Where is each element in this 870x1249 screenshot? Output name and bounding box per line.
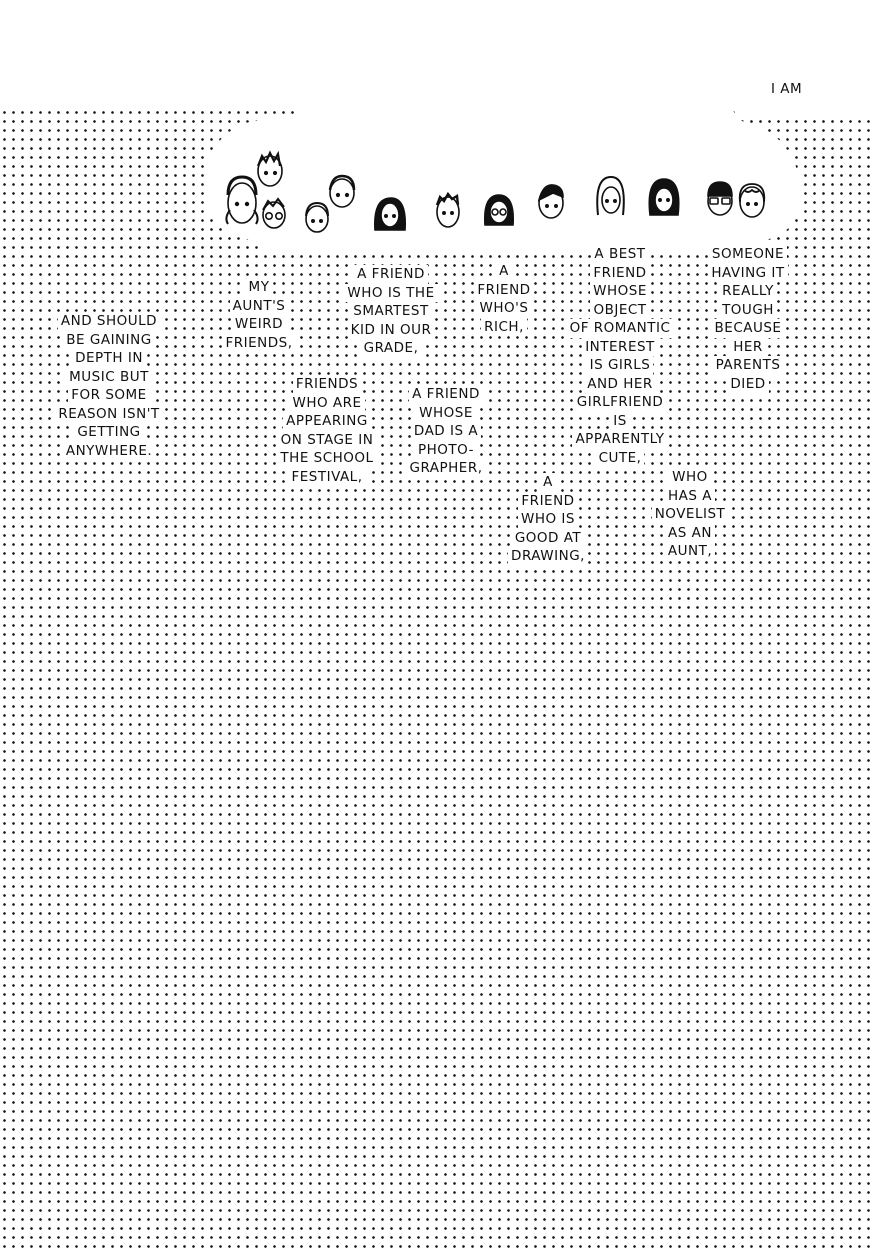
caption-smartest [335, 265, 447, 358]
caption-festival [268, 375, 386, 486]
caption-line: APPARENTLY [572, 430, 667, 449]
caption-line: WHO'S [477, 299, 532, 318]
face-curly-hair [226, 177, 257, 224]
caption-aunts-friends [214, 278, 304, 352]
caption-line: GOOD AT [512, 529, 584, 548]
caption-line: DAD IS A [411, 422, 481, 441]
caption-novelist [642, 468, 738, 561]
caption-line: WHO ARE [289, 394, 364, 413]
caption-line: GIRLFRIEND [574, 393, 667, 412]
caption-line: AND SHOULD [58, 312, 160, 331]
caption-line: REASON ISN'T [55, 405, 162, 424]
face-light-wavy [740, 184, 765, 217]
caption-line: FRIENDS, [222, 334, 295, 353]
caption-line: A BEST [591, 245, 648, 264]
caption-line: FRIEND [518, 492, 577, 511]
caption-line: THE SCHOOL [277, 449, 376, 468]
caption-line: CUTE, [596, 449, 645, 468]
caption-line: MY [246, 278, 273, 297]
caption-line: INTEREST [582, 338, 658, 357]
caption-line: WHO [669, 468, 711, 487]
caption-line: A [496, 262, 512, 281]
caption-line: GRADE, [361, 339, 422, 358]
face-long-light-hair [597, 177, 624, 215]
caption-line: RICH, [481, 318, 527, 337]
face-side-bangs [539, 185, 563, 218]
caption-line: FRIEND [474, 281, 533, 300]
caption-line: FRIENDS [293, 375, 361, 394]
caption-line: MUSIC BUT [66, 368, 152, 387]
caption-line: AND HER [584, 375, 656, 394]
caption-line: IS [610, 412, 630, 431]
caption-line: NOVELIST [652, 505, 729, 524]
caption-line: WEIRD [232, 315, 286, 334]
caption-line: HAS A [665, 487, 715, 506]
caption-line: DIED [727, 375, 768, 394]
caption-line: FESTIVAL, [288, 468, 365, 487]
caption-line: GETTING [74, 423, 143, 442]
caption-best-friend [555, 245, 685, 467]
caption-line: AUNT, [665, 542, 715, 561]
face-dark-long-hair [649, 179, 678, 215]
caption-music [48, 312, 170, 460]
caption-line: OBJECT [590, 301, 649, 320]
face-short-hair [330, 176, 354, 207]
caption-line: A FRIEND [409, 385, 483, 404]
caption-line: FRIEND [590, 264, 649, 283]
caption-line: TOUGH [719, 301, 777, 320]
caption-line: A FRIEND [354, 265, 428, 284]
caption-line: REALLY [719, 282, 777, 301]
caption-line: A [540, 473, 556, 492]
caption-line: FOR SOME [68, 386, 149, 405]
caption-line: AS AN [665, 524, 715, 543]
caption-line: SMARTEST [350, 302, 431, 321]
caption-line: AUNT'S [230, 297, 289, 316]
caption-drawing [500, 473, 596, 566]
caption-line: APPEARING [283, 412, 371, 431]
caption-line: SOMEONE [709, 245, 787, 264]
caption-line: DEPTH IN [72, 349, 146, 368]
caption-line: BE GAINING [63, 331, 154, 350]
caption-rich [468, 262, 540, 336]
caption-line: WHO IS THE [344, 284, 437, 303]
face-buzz-cut [437, 194, 459, 227]
caption-line: WHOSE [416, 404, 476, 423]
caption-tough [700, 245, 796, 393]
caption-line: KID IN OUR [348, 321, 435, 340]
caption-line: OF ROMANTIC [567, 319, 674, 338]
face-long-dark-hair [375, 198, 405, 230]
caption-line: HER [730, 338, 766, 357]
caption-line: PHOTO- [415, 441, 477, 460]
caption-line: WHOSE [590, 282, 650, 301]
caption-line: BECAUSE [712, 319, 785, 338]
face-spiky-boy [258, 153, 282, 186]
caption-line: PARENTS [713, 356, 784, 375]
caption-line: DRAWING, [508, 547, 588, 566]
caption-line: GRAPHER, [406, 459, 485, 478]
face-dark-bob-glasses [485, 195, 513, 225]
face-glasses-boy [263, 199, 285, 228]
caption-line: I AM [768, 80, 805, 99]
faces-row [0, 0, 870, 260]
caption-line: ON STAGE IN [278, 431, 377, 450]
face-dark-glasses [708, 182, 732, 215]
caption-line: HAVING IT [708, 264, 787, 283]
caption-line: IS GIRLS [587, 356, 654, 375]
caption-photographer [398, 385, 494, 478]
caption-line: ANYWHERE. [63, 442, 155, 461]
face-small-girl [306, 203, 328, 232]
caption-line: WHO IS [518, 510, 578, 529]
